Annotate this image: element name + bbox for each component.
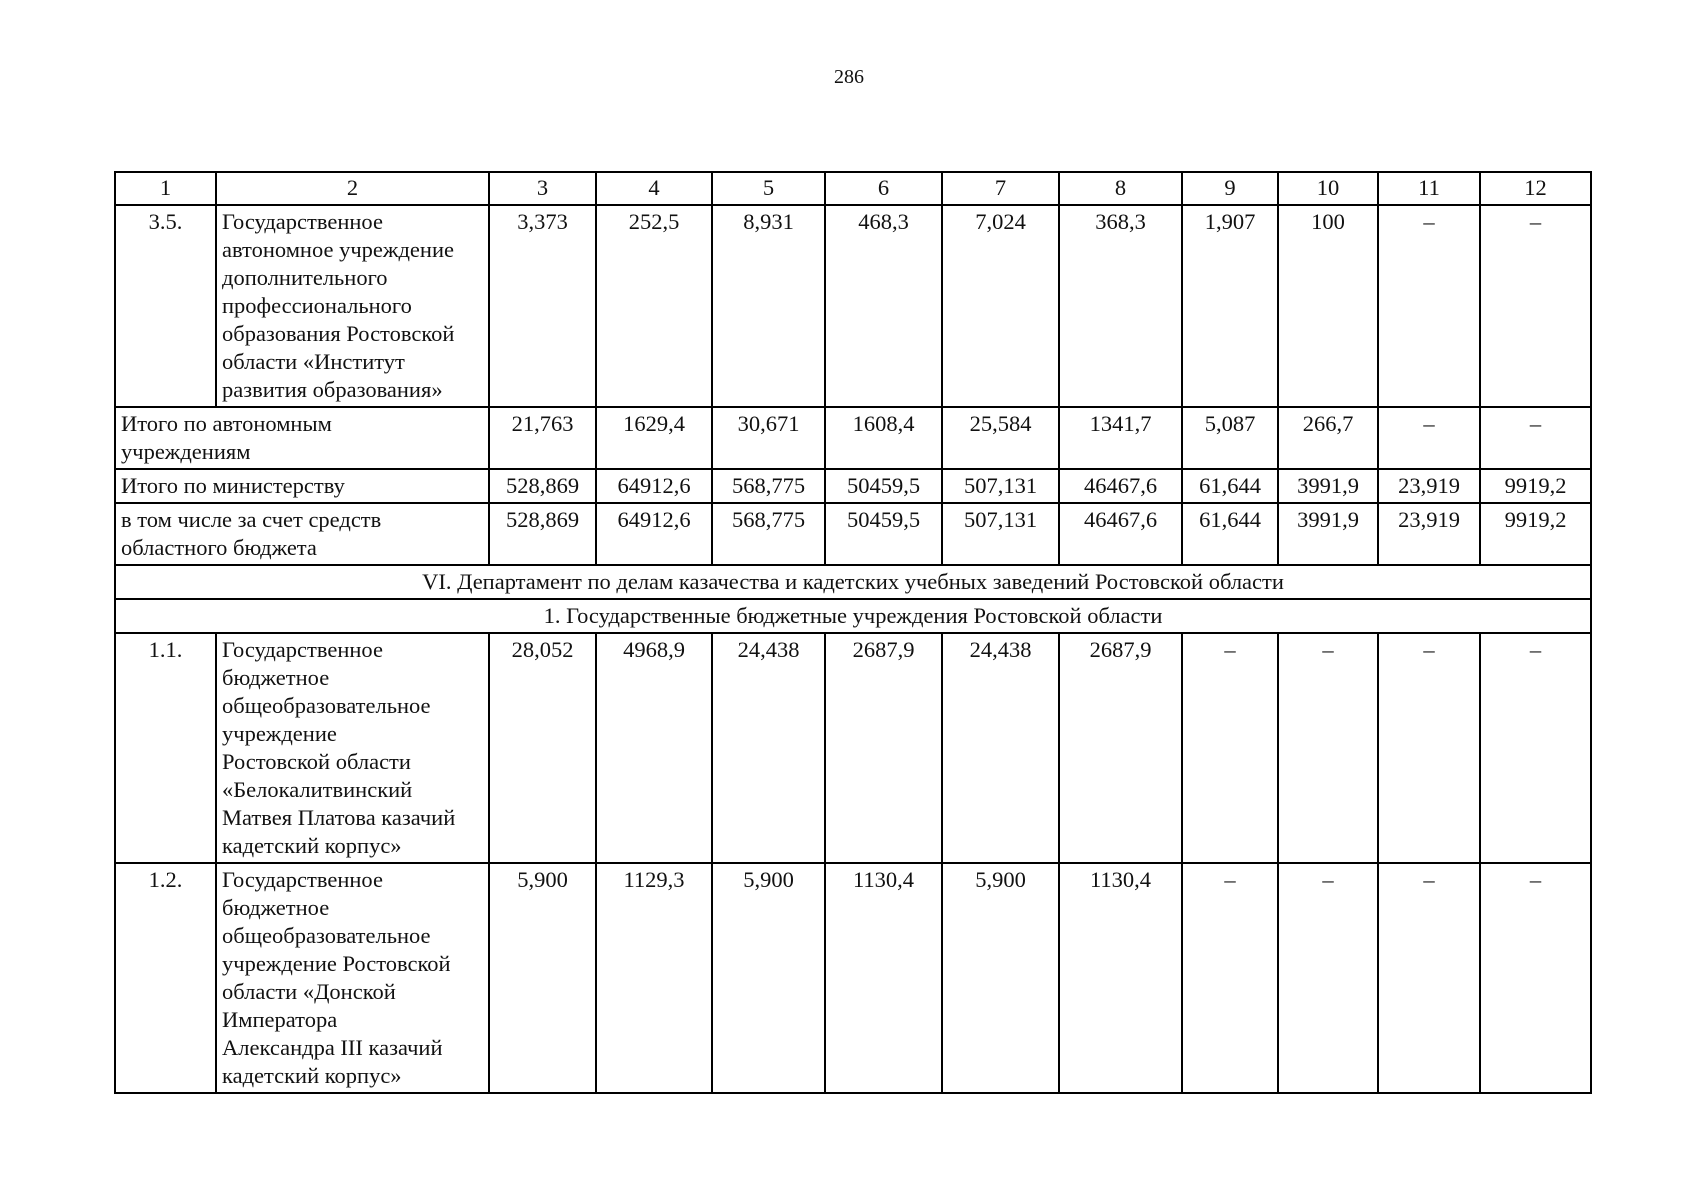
value-cell: – [1480, 633, 1591, 863]
value-cell: 1,907 [1182, 205, 1278, 407]
value-cell: 468,3 [825, 205, 942, 407]
value-cell: – [1480, 407, 1591, 469]
value-cell: 3991,9 [1278, 469, 1378, 503]
value-cell: 46467,6 [1059, 503, 1182, 565]
value-cell: 507,131 [942, 503, 1059, 565]
value-cell: 23,919 [1378, 469, 1480, 503]
row-number: 1.2. [115, 863, 216, 1093]
value-cell: 5,900 [942, 863, 1059, 1093]
institution-name: Государственное автономное учреждение дополнительного профессионального образования Ростовской области «Институт развития образования» [216, 205, 489, 407]
value-cell: 528,869 [489, 503, 596, 565]
value-cell: 368,3 [1059, 205, 1182, 407]
value-cell: 9919,2 [1480, 469, 1591, 503]
value-cell: – [1278, 863, 1378, 1093]
value-cell: 3,373 [489, 205, 596, 407]
value-cell: 50459,5 [825, 469, 942, 503]
table-row-total-autonomous [115, 407, 1591, 469]
value-cell: – [1378, 407, 1480, 469]
column-header: 1 [115, 172, 216, 205]
total-label: Итого по министерству [115, 469, 489, 503]
value-cell: 5,087 [1182, 407, 1278, 469]
value-cell: 50459,5 [825, 503, 942, 565]
value-cell: 507,131 [942, 469, 1059, 503]
value-cell: 28,052 [489, 633, 596, 863]
data-table [114, 171, 1592, 1094]
column-header: 6 [825, 172, 942, 205]
value-cell: 8,931 [712, 205, 825, 407]
value-cell: 1629,4 [596, 407, 712, 469]
value-cell: 24,438 [942, 633, 1059, 863]
column-header: 9 [1182, 172, 1278, 205]
value-cell: 24,438 [712, 633, 825, 863]
value-cell: 2687,9 [825, 633, 942, 863]
section-heading: VI. Департамент по делам казачества и кадетских учебных заведений Ростовской области [115, 565, 1591, 599]
value-cell: 64912,6 [596, 503, 712, 565]
table-row-regional-budget [115, 503, 1591, 565]
value-cell: – [1378, 633, 1480, 863]
value-cell: 2687,9 [1059, 633, 1182, 863]
total-label: Итого по автономным учреждениям [115, 407, 489, 469]
column-header: 3 [489, 172, 596, 205]
table-row-total-ministry [115, 469, 1591, 503]
column-header: 11 [1378, 172, 1480, 205]
value-cell: 4968,9 [596, 633, 712, 863]
value-cell: 46467,6 [1059, 469, 1182, 503]
institution-name: Государственное бюджетное общеобразовательное учреждение Ростовской области «Белокалитвинский Матвея Платова казачий кадетский корпус» [216, 633, 489, 863]
value-cell: – [1182, 863, 1278, 1093]
value-cell: – [1480, 205, 1591, 407]
value-cell: 7,024 [942, 205, 1059, 407]
value-cell: 1608,4 [825, 407, 942, 469]
value-cell: 25,584 [942, 407, 1059, 469]
value-cell: 21,763 [489, 407, 596, 469]
institution-name: Государственное бюджетное общеобразовательное учреждение Ростовской области «Донской Императора Александра III казачий кадетский корпус» [216, 863, 489, 1093]
value-cell: 568,775 [712, 503, 825, 565]
table-row-3-5 [115, 205, 1591, 407]
value-cell: 64912,6 [596, 469, 712, 503]
value-cell: – [1480, 863, 1591, 1093]
total-label: в том числе за счет средств областного бюджета [115, 503, 489, 565]
value-cell: 100 [1278, 205, 1378, 407]
column-header: 12 [1480, 172, 1591, 205]
value-cell: 61,644 [1182, 469, 1278, 503]
column-header: 8 [1059, 172, 1182, 205]
value-cell: 5,900 [712, 863, 825, 1093]
value-cell: 252,5 [596, 205, 712, 407]
value-cell: – [1182, 633, 1278, 863]
row-number: 3.5. [115, 205, 216, 407]
subsection-heading: 1. Государственные бюджетные учреждения Ростовской области [115, 599, 1591, 633]
value-cell: 1130,4 [825, 863, 942, 1093]
value-cell: 9919,2 [1480, 503, 1591, 565]
value-cell: 23,919 [1378, 503, 1480, 565]
value-cell: 1129,3 [596, 863, 712, 1093]
value-cell: 3991,9 [1278, 503, 1378, 565]
value-cell: 61,644 [1182, 503, 1278, 565]
subsection-heading-row [115, 599, 1591, 633]
column-header: 7 [942, 172, 1059, 205]
value-cell: 528,869 [489, 469, 596, 503]
column-header: 2 [216, 172, 489, 205]
value-cell: 5,900 [489, 863, 596, 1093]
value-cell: – [1278, 633, 1378, 863]
value-cell: 266,7 [1278, 407, 1378, 469]
value-cell: 30,671 [712, 407, 825, 469]
value-cell: – [1378, 205, 1480, 407]
section-heading-row [115, 565, 1591, 599]
column-header: 5 [712, 172, 825, 205]
column-header: 10 [1278, 172, 1378, 205]
column-header: 4 [596, 172, 712, 205]
header-row [115, 172, 1591, 205]
value-cell: 568,775 [712, 469, 825, 503]
table-row-1-2 [115, 863, 1591, 1093]
value-cell: – [1378, 863, 1480, 1093]
value-cell: 1130,4 [1059, 863, 1182, 1093]
value-cell: 1341,7 [1059, 407, 1182, 469]
page-number: 286 [834, 66, 864, 88]
row-number: 1.1. [115, 633, 216, 863]
table-row-1-1 [115, 633, 1591, 863]
